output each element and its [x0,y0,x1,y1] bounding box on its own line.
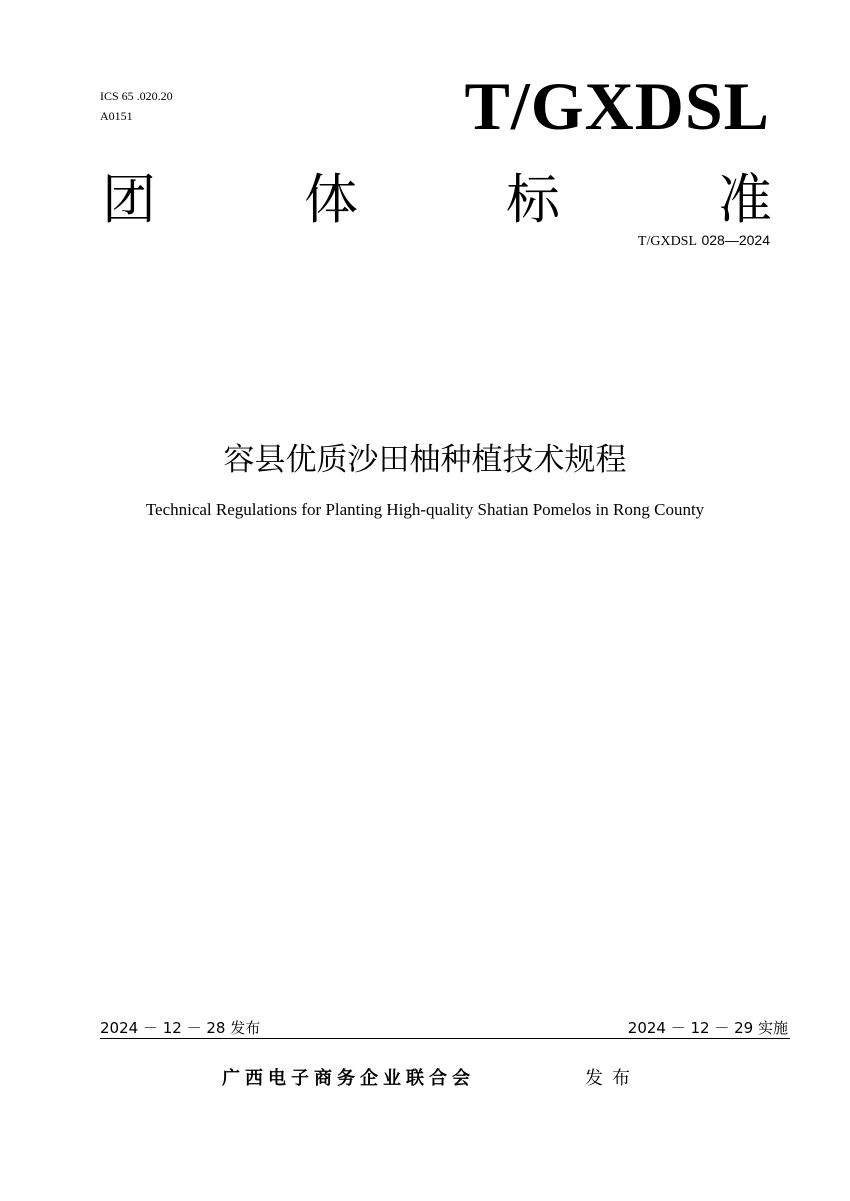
publish-date: 2024 － 12 － 28 发布 [100,1019,261,1037]
publisher-name: 广西电子商务企业联合会 [222,1068,475,1089]
standard-number-value: 028—2024 [701,232,770,248]
release-label: 发布 [585,1068,639,1089]
ccs-code: A0151 [100,109,133,123]
standard-type-char-1: 团 [102,168,156,231]
standard-type-char-3: 标 [506,168,560,231]
standard-type-char-2: 体 [304,168,358,231]
divider-line [100,1038,790,1039]
ics-code: ICS 65 .020.20 [100,89,173,103]
standard-number-prefix: T/GXDSL [637,234,698,249]
standard-number [638,232,770,250]
document-title-english: Technical Regulations for Planting High-quality Shatian Pomelos in Rong County [145,500,705,519]
document-title-chinese: 容县优质沙田柚种植技术规程 [223,442,627,478]
standard-type-char-4: 准 [718,168,772,231]
standard-mark: T/GXDSL [464,68,770,144]
implement-date: 2024 － 12 － 29 实施 [627,1019,788,1037]
